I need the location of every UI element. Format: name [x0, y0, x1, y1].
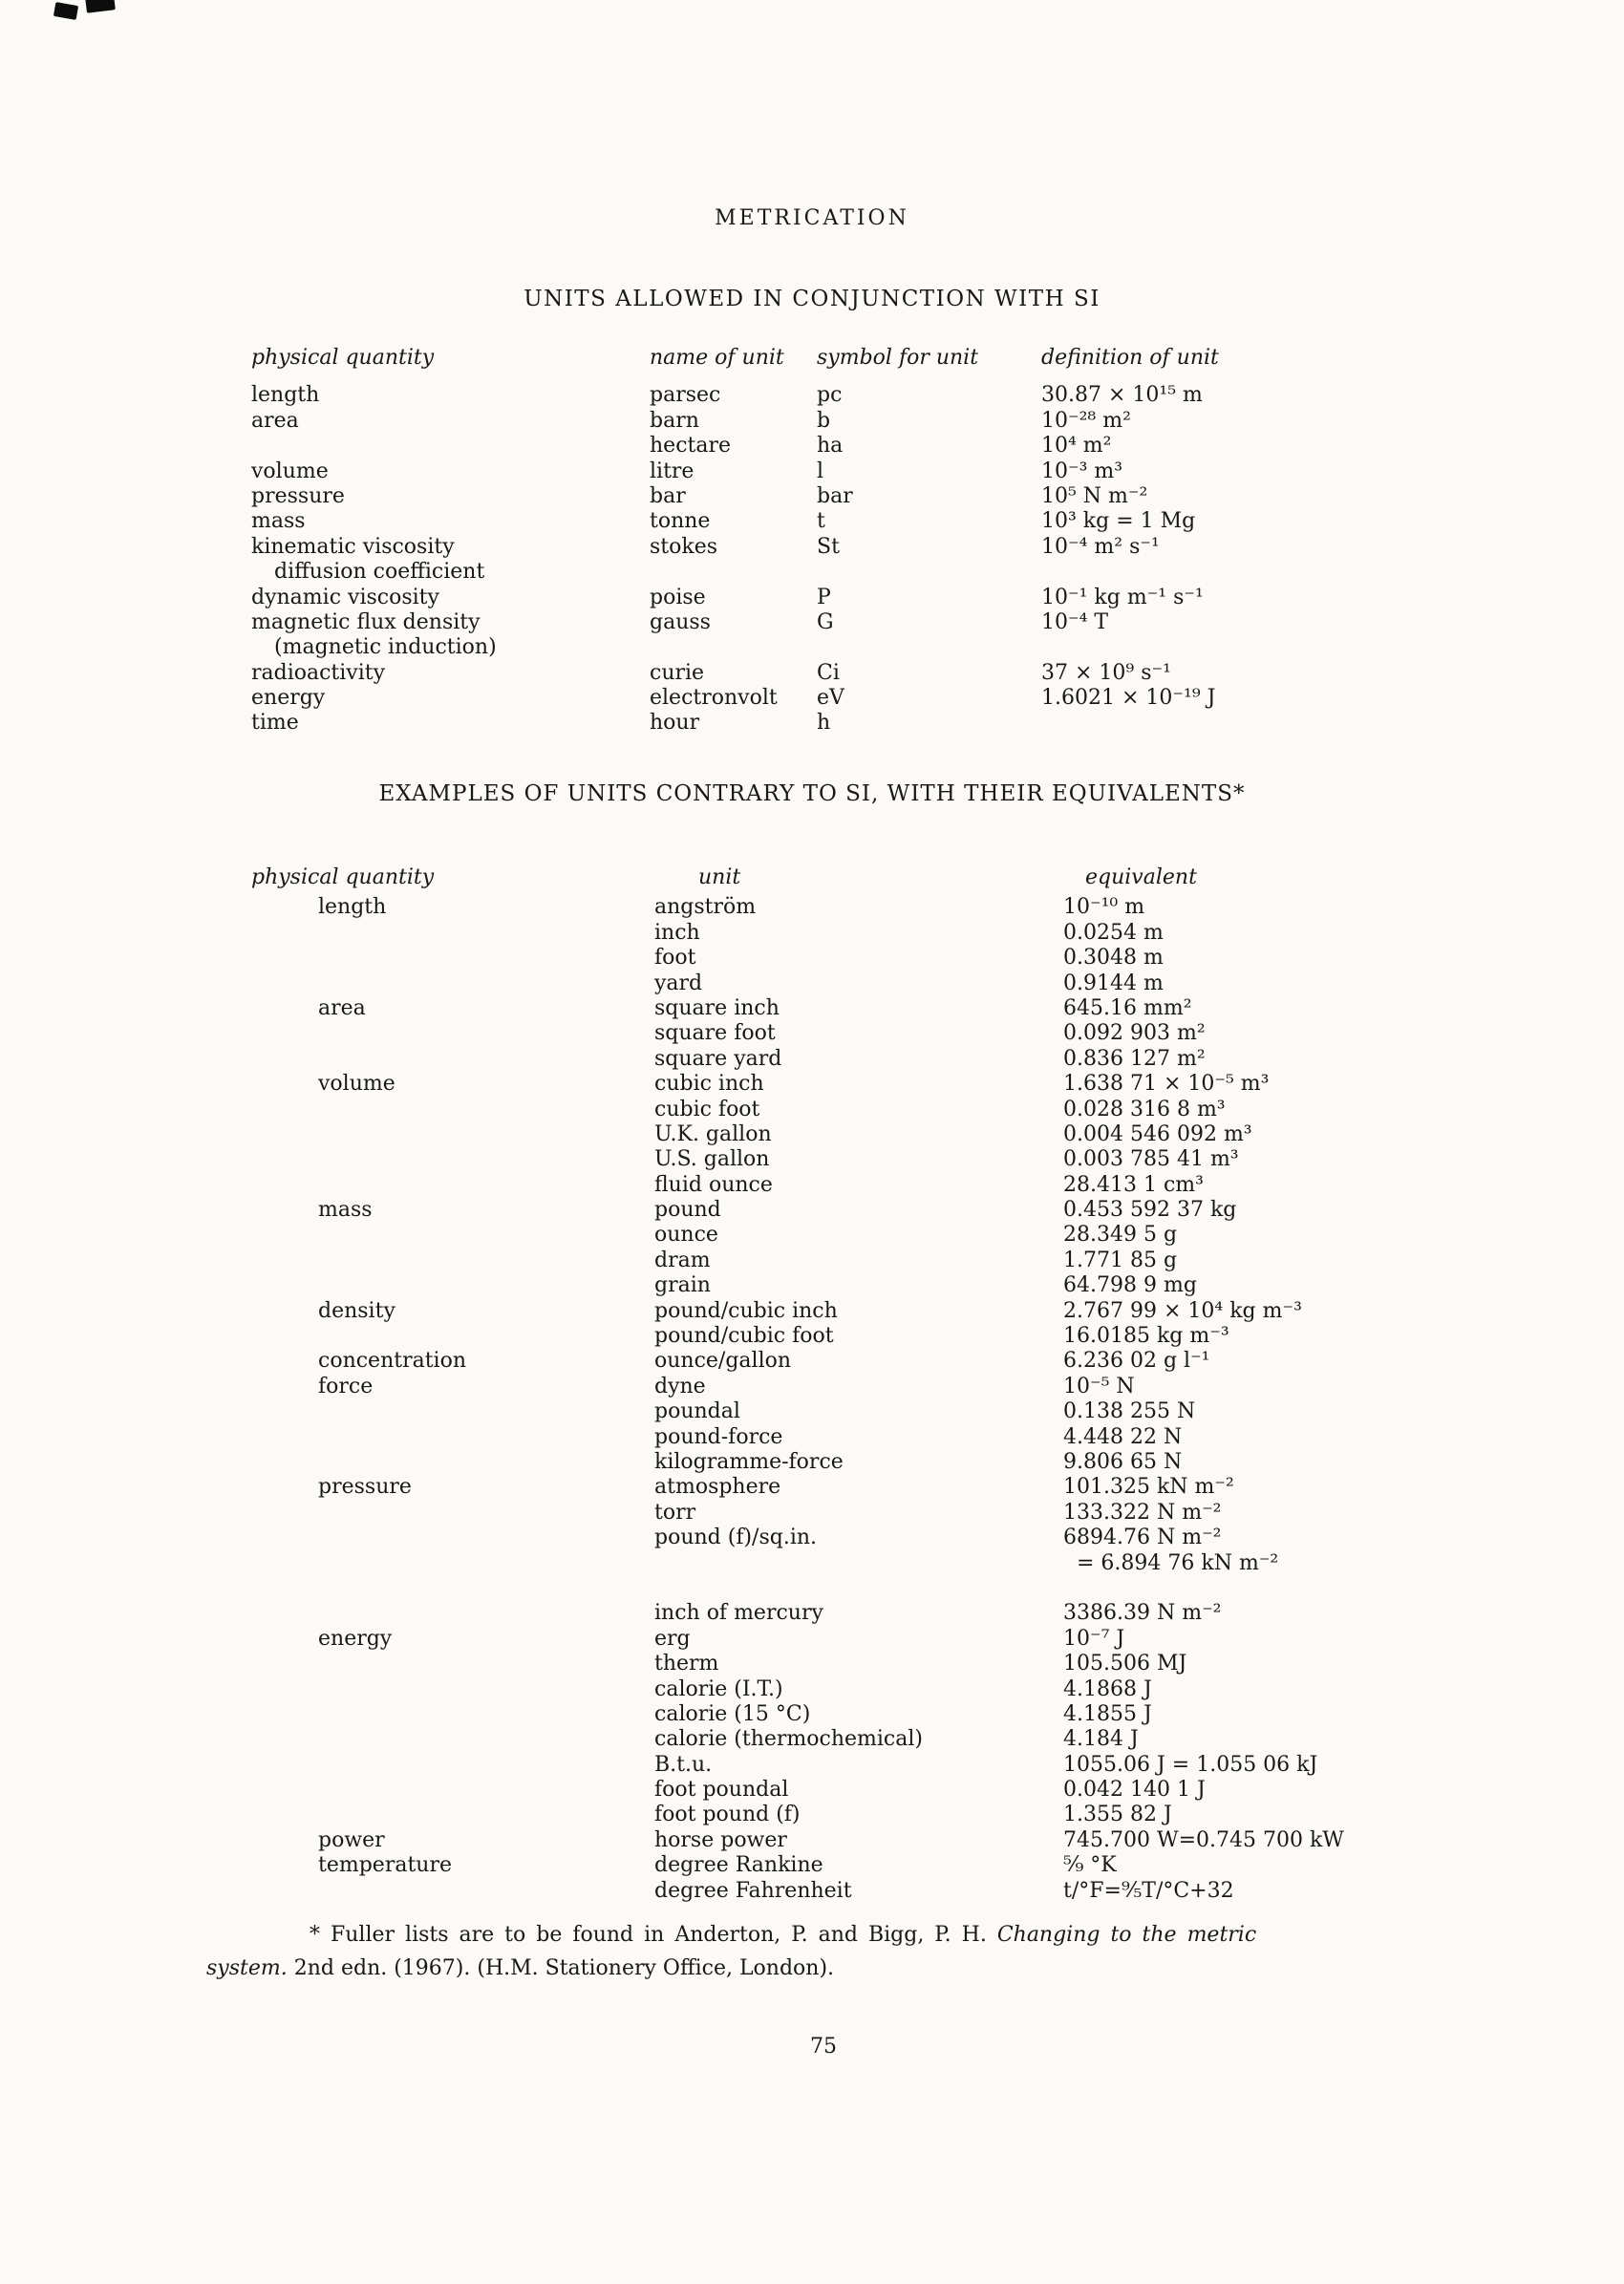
table-row	[251, 686, 1442, 711]
table2-header-equivalent: equivalent	[1085, 865, 1197, 889]
table-row	[251, 535, 1442, 560]
unit-cell: horse power	[654, 1827, 787, 1852]
quantity-cell	[251, 1450, 654, 1475]
equivalent-cell: 0.042 140 1 J	[1063, 1778, 1206, 1803]
table-row	[251, 509, 1442, 534]
quantity-cell: mass	[318, 1198, 373, 1223]
equivalent-cell: 6.236 02 g l⁻¹	[1063, 1349, 1210, 1374]
table1-body	[251, 383, 1442, 736]
definition-cell: 30.87 × 10¹⁵ m	[1041, 383, 1203, 408]
table1-header-definition-of-unit: definition of unit	[1041, 346, 1219, 370]
equivalent-cell: ⁵⁄₉ °K	[1063, 1853, 1117, 1878]
symbol-cell: t	[817, 509, 825, 534]
quantity-cell	[251, 1526, 654, 1550]
unit-cell: barn	[650, 408, 699, 433]
table-row	[251, 1047, 1560, 1072]
unit-cell: square yard	[654, 1046, 782, 1071]
symbol-cell: h	[817, 711, 831, 736]
table2-header-unit: unit	[698, 865, 741, 889]
quantity-cell: pressure	[251, 483, 345, 508]
equivalent-cell: 1.771 85 g	[1063, 1248, 1178, 1272]
quantity-cell: length	[251, 383, 320, 408]
table-row	[251, 409, 1442, 434]
table-row	[251, 1627, 1560, 1652]
symbol-cell: l	[817, 459, 824, 483]
quantity-cell: density	[318, 1298, 395, 1323]
unit-cell: curie	[650, 660, 705, 685]
table-row	[251, 1475, 1560, 1500]
quantity-cell: energy	[251, 686, 326, 711]
quantity-cell	[251, 1147, 654, 1172]
equivalent-cell: 133.322 N m⁻²	[1063, 1500, 1222, 1525]
quantity-cell: power	[318, 1827, 385, 1852]
table-row	[251, 1501, 1560, 1526]
equivalent-cell: 3386.39 N m⁻²	[1063, 1601, 1222, 1626]
unit-cell: foot poundal	[654, 1778, 789, 1803]
quantity-cell: volume	[251, 459, 329, 483]
table-row	[251, 1072, 1560, 1097]
unit-cell: dram	[654, 1248, 711, 1272]
quantity-cell: (magnetic induction)	[274, 635, 497, 660]
equivalent-cell: 4.1868 J	[1063, 1676, 1152, 1701]
equivalent-cell: = 6.894 76 kN m⁻²	[1077, 1550, 1279, 1575]
unit-cell: poise	[650, 585, 706, 609]
table1-header-physical-quantity: physical quantity	[251, 346, 435, 370]
equivalent-cell: 1.638 71 × 10⁻⁵ m³	[1063, 1072, 1270, 1097]
equivalent-cell: 1.355 82 J	[1063, 1803, 1172, 1827]
equivalent-cell: 0.0254 m	[1063, 920, 1164, 945]
unit-cell: pound/cubic foot	[654, 1324, 834, 1349]
unit-cell: B.t.u.	[654, 1752, 713, 1777]
unit-cell: tonne	[650, 509, 711, 534]
equivalent-cell: 4.184 J	[1063, 1727, 1139, 1752]
symbol-cell	[817, 560, 1041, 585]
definition-cell: 10⁻²⁸ m²	[1041, 408, 1131, 433]
equivalent-cell: 105.506 MJ	[1063, 1652, 1187, 1676]
footnote-book-title-continued: system.	[206, 1956, 288, 1980]
table-row	[251, 921, 1560, 946]
quantity-cell	[251, 921, 654, 946]
quantity-cell: energy	[318, 1626, 393, 1651]
quantity-cell	[251, 434, 650, 459]
quantity-cell	[251, 1803, 654, 1827]
table-row	[251, 1652, 1560, 1676]
unit-cell	[654, 1576, 1063, 1601]
footnote-text-end: 2nd edn. (1967). (H.M. Stationery Office, London).	[287, 1956, 835, 1980]
footnote-line2	[206, 1952, 1439, 1985]
table-row	[251, 661, 1442, 686]
quantity-cell: radioactivity	[251, 660, 386, 685]
table-row	[251, 1098, 1560, 1122]
symbol-cell	[817, 635, 1041, 660]
equivalent-cell: 28.349 5 g	[1063, 1223, 1178, 1248]
unit-cell: cubic foot	[654, 1097, 760, 1121]
table-row	[251, 1526, 1560, 1550]
table-row	[251, 1853, 1560, 1878]
footnote	[206, 1918, 1439, 1985]
table-row	[251, 383, 1442, 408]
table2-header-row	[251, 865, 1560, 890]
quantity-cell	[251, 1702, 654, 1727]
symbol-cell: b	[817, 408, 831, 433]
table-row	[251, 1601, 1560, 1626]
quantity-cell	[251, 1047, 654, 1072]
unit-cell: stokes	[650, 534, 718, 559]
equivalent-cell: 28.413 1 cm³	[1063, 1172, 1204, 1197]
definition-cell: 10⁵ N m⁻²	[1041, 483, 1148, 508]
table-row	[251, 946, 1560, 971]
unit-cell: litre	[650, 459, 694, 483]
unit-cell: grain	[654, 1273, 711, 1298]
unit-cell: kilogramme-force	[654, 1449, 844, 1474]
equivalent-cell: 1055.06 J = 1.055 06 kJ	[1063, 1752, 1318, 1777]
quantity-cell	[251, 1753, 654, 1778]
table-row	[251, 1778, 1560, 1803]
table-row	[251, 635, 1442, 660]
definition-cell	[1041, 635, 1442, 660]
table2-body	[251, 895, 1560, 1904]
quantity-cell: pressure	[318, 1475, 412, 1500]
unit-cell: electronvolt	[650, 686, 778, 711]
unit-cell	[654, 1551, 1063, 1576]
symbol-cell: eV	[817, 686, 844, 711]
symbol-cell: ha	[817, 434, 844, 459]
equivalent-cell: 10⁻⁵ N	[1063, 1374, 1135, 1398]
section1-title: UNITS ALLOWED IN CONJUNCTION WITH SI	[524, 287, 1100, 311]
definition-cell: 10⁴ m²	[1041, 434, 1112, 459]
unit-cell: calorie (thermochemical)	[654, 1727, 923, 1752]
quantity-cell	[251, 1122, 654, 1147]
document-title: METRICATION	[715, 206, 909, 230]
quantity-cell	[251, 1501, 654, 1526]
unit-cell: pound (f)/sq.in.	[654, 1526, 818, 1550]
quantity-cell	[251, 1273, 654, 1298]
unit-cell: angström	[654, 895, 757, 920]
unit-cell: therm	[654, 1652, 719, 1676]
table-row	[251, 1450, 1560, 1475]
unit-cell: U.K. gallon	[654, 1121, 772, 1146]
quantity-cell	[251, 1098, 654, 1122]
quantity-cell: concentration	[318, 1349, 467, 1374]
equivalent-cell	[1063, 1576, 1560, 1601]
quantity-cell	[251, 1223, 654, 1248]
equivalent-cell: 2.767 99 × 10⁴ kg m⁻³	[1063, 1298, 1302, 1323]
unit-cell	[650, 635, 817, 660]
unit-cell: erg	[654, 1626, 691, 1651]
table-row	[251, 996, 1560, 1021]
table1-header-row	[251, 346, 1442, 371]
unit-cell: gauss	[650, 609, 711, 634]
quantity-cell: volume	[318, 1072, 395, 1097]
page-number: 75	[810, 2035, 837, 2059]
table-row	[251, 1249, 1560, 1273]
equivalent-cell: 0.3048 m	[1063, 946, 1164, 971]
table-row	[251, 1576, 1560, 1601]
quantity-cell	[251, 1249, 654, 1273]
quantity-cell	[251, 1551, 654, 1576]
footnote-line1	[206, 1918, 1439, 1952]
symbol-cell: G	[817, 609, 834, 634]
table-row	[251, 1299, 1560, 1324]
equivalent-cell: 4.448 22 N	[1063, 1424, 1183, 1449]
unit-cell: foot	[654, 946, 696, 971]
quantity-cell: magnetic flux density	[251, 609, 481, 634]
unit-cell: hectare	[650, 434, 732, 459]
table-row	[251, 1551, 1560, 1576]
table-row	[251, 434, 1442, 459]
equivalent-cell: 9.806 65 N	[1063, 1449, 1183, 1474]
unit-cell: pound-force	[654, 1424, 783, 1449]
footnote-text-start: * Fuller lists are to be found in Anderton, P. and Bigg, P. H.	[310, 1923, 997, 1947]
equivalent-cell: 645.16 mm²	[1063, 995, 1192, 1020]
equivalent-cell: 0.092 903 m²	[1063, 1021, 1206, 1046]
symbol-cell: pc	[817, 383, 843, 408]
quantity-cell	[251, 1677, 654, 1702]
equivalent-cell: 10⁻¹⁰ m	[1063, 895, 1145, 920]
units-allowed-table	[251, 346, 1442, 736]
table-row	[251, 971, 1560, 996]
table-row	[251, 1828, 1560, 1853]
unit-cell: ounce/gallon	[654, 1349, 792, 1374]
definition-cell: 37 × 10⁹ s⁻¹	[1041, 660, 1171, 685]
symbol-cell: Ci	[817, 660, 840, 685]
unit-cell: degree Rankine	[654, 1853, 823, 1878]
equivalent-cell: 0.9144 m	[1063, 971, 1164, 995]
symbol-cell: bar	[817, 483, 853, 508]
equivalent-cell: 745.700 W=0.745 700 kW	[1063, 1827, 1344, 1852]
quantity-cell	[251, 946, 654, 971]
table-row	[251, 1273, 1560, 1298]
table-row	[251, 484, 1442, 509]
table-row	[251, 1021, 1560, 1046]
unit-cell: square inch	[654, 995, 780, 1020]
quantity-cell: time	[251, 711, 299, 736]
symbol-cell: St	[817, 534, 840, 559]
table-row	[251, 1425, 1560, 1450]
quantity-cell: diffusion coefficient	[274, 560, 485, 585]
unit-cell: degree Fahrenheit	[654, 1878, 852, 1903]
quantity-cell	[251, 971, 654, 996]
definition-cell	[1041, 560, 1442, 585]
quantity-cell	[251, 1879, 654, 1904]
equivalent-cell: 0.453 592 37 kg	[1063, 1198, 1237, 1223]
unit-cell: atmosphere	[654, 1475, 781, 1500]
table-row	[251, 1399, 1560, 1424]
unit-cell: calorie (I.T.)	[654, 1676, 783, 1701]
table-row	[251, 1173, 1560, 1198]
equivalent-cell: 16.0185 kg m⁻³	[1063, 1324, 1229, 1349]
equivalent-cell: 4.1855 J	[1063, 1701, 1152, 1726]
equivalent-cell: 0.004 546 092 m³	[1063, 1121, 1252, 1146]
definition-cell: 10⁻⁴ m² s⁻¹	[1041, 534, 1160, 559]
quantity-cell	[251, 1576, 654, 1601]
equivalent-cell: 0.003 785 41 m³	[1063, 1147, 1239, 1172]
equivalent-cell: t/°F=⁹⁄₅T/°C+32	[1063, 1878, 1234, 1903]
quantity-cell: length	[318, 895, 387, 920]
unit-cell: torr	[654, 1500, 696, 1525]
quantity-cell: dynamic viscosity	[251, 585, 439, 609]
definition-cell: 1.6021 × 10⁻¹⁹ J	[1041, 686, 1216, 711]
unit-cell: cubic inch	[654, 1072, 764, 1097]
equivalent-cell: 0.836 127 m²	[1063, 1046, 1206, 1071]
section2-title: EXAMPLES OF UNITS CONTRARY TO SI, WITH THEIR EQUIVALENTS*	[378, 781, 1246, 806]
unit-cell: pound	[654, 1198, 721, 1223]
unit-cell: calorie (15 °C)	[654, 1701, 811, 1726]
unit-cell: foot pound (f)	[654, 1803, 801, 1827]
table-row	[251, 560, 1442, 585]
quantity-cell: temperature	[318, 1853, 453, 1878]
definition-cell	[1041, 711, 1442, 736]
unit-cell: parsec	[650, 383, 721, 408]
table-row	[251, 586, 1442, 610]
table-row	[251, 1223, 1560, 1248]
unit-cell: dyne	[654, 1374, 706, 1398]
quantity-cell	[251, 1173, 654, 1198]
unit-cell: square foot	[654, 1021, 776, 1046]
footnote-book-title: Changing to the metric	[996, 1923, 1257, 1947]
quantity-cell: mass	[251, 509, 306, 534]
quantity-cell	[251, 1601, 654, 1626]
unit-cell: U.S. gallon	[654, 1147, 770, 1172]
equivalent-cell: 6894.76 N m⁻²	[1063, 1526, 1222, 1550]
definition-cell: 10⁻³ m³	[1041, 459, 1123, 483]
table-row	[251, 1375, 1560, 1399]
symbol-cell: P	[817, 585, 831, 609]
equivalent-cell: 10⁻⁷ J	[1063, 1626, 1125, 1651]
quantity-cell	[251, 1021, 654, 1046]
quantity-cell	[251, 1652, 654, 1676]
table-row	[251, 610, 1442, 635]
equivalent-cell: 64.798 9 mg	[1063, 1273, 1197, 1298]
unit-cell: poundal	[654, 1399, 740, 1424]
table-row	[251, 1677, 1560, 1702]
quantity-cell: force	[318, 1374, 374, 1398]
equivalent-cell: 101.325 kN m⁻²	[1063, 1475, 1234, 1500]
table-row	[251, 1122, 1560, 1147]
table-row	[251, 1879, 1560, 1904]
definition-cell: 10⁻¹ kg m⁻¹ s⁻¹	[1041, 585, 1204, 609]
unit-cell: inch	[654, 920, 700, 945]
scan-artifact-mark	[85, 0, 116, 13]
table2-header-physical-quantity: physical quantity	[251, 865, 435, 889]
equivalent-cell: 0.138 255 N	[1063, 1399, 1196, 1424]
unit-cell: ounce	[654, 1223, 718, 1248]
table-row	[251, 1349, 1560, 1374]
quantity-cell	[251, 1727, 654, 1752]
table-row	[251, 1147, 1560, 1172]
table-row	[251, 459, 1442, 484]
quantity-cell	[251, 1425, 654, 1450]
table-row	[251, 1702, 1560, 1727]
quantity-cell	[251, 1399, 654, 1424]
definition-cell: 10⁻⁴ T	[1041, 609, 1109, 634]
quantity-cell: area	[318, 995, 366, 1020]
table-row	[251, 1753, 1560, 1778]
quantity-cell: kinematic viscosity	[251, 534, 455, 559]
table-row	[251, 1198, 1560, 1223]
table1-header-name-of-unit: name of unit	[650, 346, 784, 370]
quantity-cell	[251, 1778, 654, 1803]
table-row	[251, 1727, 1560, 1752]
quantity-cell	[251, 1324, 654, 1349]
table-row	[251, 1803, 1560, 1827]
unit-cell: hour	[650, 711, 700, 736]
equivalent-cell: 0.028 316 8 m³	[1063, 1097, 1226, 1121]
table-row	[251, 1324, 1560, 1349]
table-row	[251, 711, 1442, 736]
unit-cell	[650, 560, 817, 585]
unit-cell: bar	[650, 483, 686, 508]
contrary-units-table	[251, 865, 1560, 1904]
scan-artifact-mark	[53, 2, 78, 20]
quantity-cell: area	[251, 408, 299, 433]
unit-cell: fluid ounce	[654, 1172, 773, 1197]
unit-cell: inch of mercury	[654, 1601, 823, 1626]
definition-cell: 10³ kg = 1 Mg	[1041, 509, 1196, 534]
unit-cell: pound/cubic inch	[654, 1298, 838, 1323]
table-row	[251, 895, 1560, 920]
table1-header-symbol-for-unit: symbol for unit	[817, 346, 979, 370]
unit-cell: yard	[654, 971, 703, 995]
